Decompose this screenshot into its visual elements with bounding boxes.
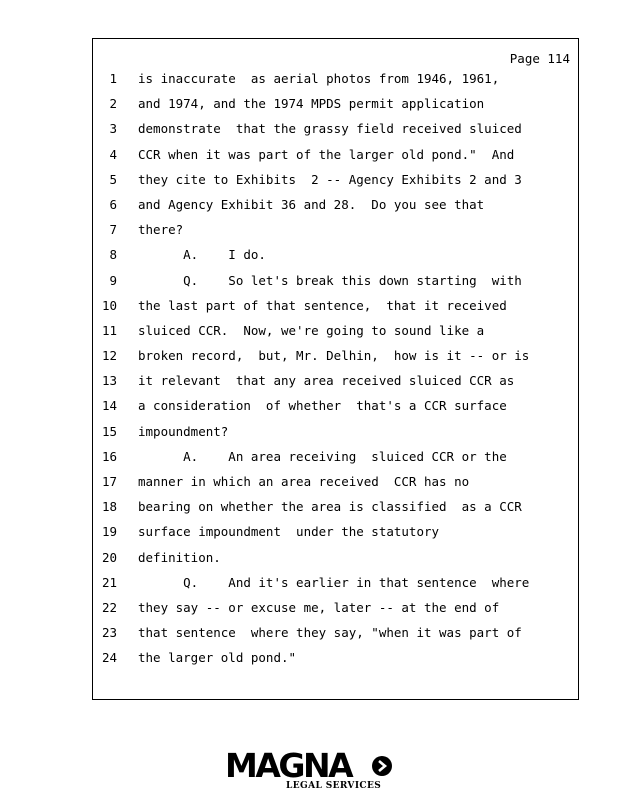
- transcript-line: [93, 576, 578, 601]
- line-number: 11: [101, 322, 117, 338]
- transcript-line: [93, 374, 578, 399]
- line-text: they say -- or excuse me, later -- at the end of: [138, 599, 500, 615]
- transcript-line: [93, 97, 578, 122]
- line-text: A. I do.: [138, 247, 266, 263]
- line-number: 8: [109, 247, 117, 263]
- transcript-line: [93, 651, 578, 676]
- line-number: 2: [109, 96, 117, 112]
- line-text: and 1974, and the 1974 MPDS permit application: [138, 96, 485, 112]
- line-text: the last part of that sentence, that it received: [138, 297, 507, 313]
- line-text: surface impoundment under the statutory: [138, 524, 440, 540]
- line-number: 5: [109, 171, 117, 187]
- line-text: impoundment?: [138, 423, 229, 439]
- transcript-line: [93, 223, 578, 248]
- transcript-line: [93, 551, 578, 576]
- line-text: Q. So let's break this down starting with: [138, 272, 522, 288]
- line-text: manner in which an area received CCR has no: [138, 474, 470, 489]
- line-text: sluiced CCR. Now, we're going to sound like a: [138, 322, 485, 338]
- transcript-line: [93, 626, 578, 651]
- line-text: there?: [138, 222, 184, 238]
- line-text: A. An area receiving sluiced CCR or the: [138, 448, 507, 464]
- line-text: it relevant that any area received sluiced CCR as: [138, 373, 515, 389]
- line-number: 3: [109, 121, 117, 137]
- transcript-line: [93, 500, 578, 525]
- line-text: Q. And it's earlier in that sentence where: [138, 574, 530, 590]
- line-text: a consideration of whether that's a CCR surface: [138, 398, 507, 414]
- line-text: broken record, but, Mr. Delhin, how is it -- or is: [138, 348, 530, 364]
- transcript-line: [93, 450, 578, 475]
- transcript-line: [93, 173, 578, 198]
- line-text: is inaccurate as aerial photos from 1946, 1961,: [138, 71, 500, 86]
- line-text: demonstrate that the grassy field received sluiced: [138, 121, 522, 137]
- line-text: definition.: [138, 549, 221, 565]
- line-text: CCR when it was part of the larger old pond." And: [138, 146, 515, 162]
- transcript-line: [93, 475, 578, 500]
- line-number: 4: [109, 146, 117, 162]
- line-number: 17: [101, 474, 117, 489]
- transcript-page: [92, 38, 579, 700]
- page-number: Page 114: [509, 51, 570, 66]
- line-number: 23: [101, 625, 117, 641]
- line-number: 9: [109, 272, 117, 288]
- line-number: 18: [101, 499, 117, 515]
- transcript-line: [93, 122, 578, 147]
- transcript-line: [93, 349, 578, 374]
- transcript-line: [93, 148, 578, 173]
- line-number: 19: [101, 524, 117, 540]
- line-number: 7: [109, 222, 117, 238]
- line-number: 15: [101, 423, 117, 439]
- line-text: the larger old pond.": [138, 650, 297, 666]
- transcript-line: [93, 299, 578, 324]
- line-number: 16: [101, 448, 117, 464]
- line-number: 1: [109, 71, 117, 86]
- transcript-line: [93, 601, 578, 626]
- line-number: 10: [101, 297, 117, 313]
- transcript-line: [93, 425, 578, 450]
- line-text: they cite to Exhibits 2 -- Agency Exhibits 2 and 3: [138, 171, 522, 187]
- transcript-line: [93, 525, 578, 550]
- transcript-lines: [93, 72, 578, 677]
- line-number: 6: [109, 196, 117, 212]
- line-number: 12: [101, 348, 117, 364]
- line-number: 13: [101, 373, 117, 389]
- logo-wordmark: MAGNA: [225, 746, 352, 785]
- line-number: 14: [101, 398, 117, 414]
- line-number: 22: [101, 599, 117, 615]
- line-number: 21: [101, 574, 117, 590]
- line-number: 24: [101, 650, 117, 666]
- line-text: and Agency Exhibit 36 and 28. Do you see that: [138, 196, 485, 212]
- line-number: 20: [101, 549, 117, 565]
- transcript-line: [93, 72, 578, 97]
- chevron-right-circle-icon: [372, 756, 392, 776]
- magna-logo: [225, 748, 395, 794]
- logo-subtitle: LEGAL SERVICES: [286, 781, 382, 791]
- transcript-line: [93, 399, 578, 424]
- transcript-line: [93, 324, 578, 349]
- transcript-line: [93, 198, 578, 223]
- transcript-line: [93, 274, 578, 299]
- line-text: bearing on whether the area is classified as a CCR: [138, 499, 522, 515]
- transcript-line: [93, 248, 578, 273]
- line-text: that sentence where they say, "when it was part of: [138, 625, 522, 641]
